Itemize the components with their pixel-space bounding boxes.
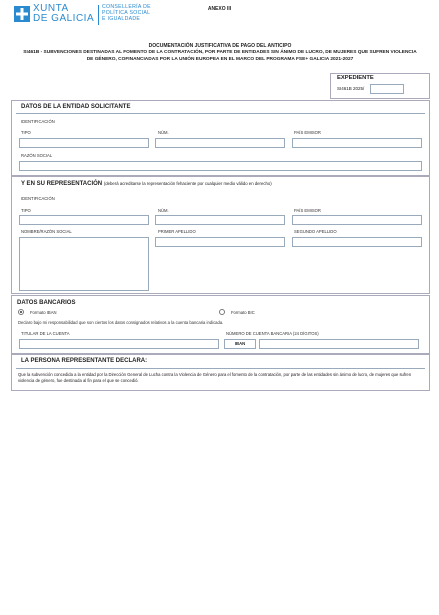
department-name: CONSELLERÍA DE POLÍTICA SOCIAL E IGUALDADE xyxy=(102,4,151,23)
rep-tipo-input[interactable] xyxy=(19,215,149,225)
representative-title-text: Y EN SU REPRESENTACIÓN xyxy=(21,181,103,187)
bank-section xyxy=(11,295,430,354)
rep-apellido2-label: SEGUNDO APELLIDO xyxy=(294,229,337,234)
rep-nombre-input[interactable] xyxy=(19,237,149,291)
document-subtitle: SI461B - SUBVENCIONES DESTINADAS AL FOMENTO DE LA CONTRATACIÓN, POR PARTE DE ENTIDADES SIN ÁNIMO DE LUCRO, DE MUJERES QUE SUFREN VIOLENCIA DE GÉNERO, COFINANCIADAS POR LA UNIÓN EUROPEA EN EL MARCO DEL PROGRAMA FSE+ GALICIA 2021-2027 xyxy=(23,50,417,62)
account-number-input[interactable] xyxy=(259,339,419,349)
expediente-input[interactable] xyxy=(370,84,404,94)
bic-format-radio[interactable] xyxy=(219,309,225,315)
document-title: DOCUMENTACIÓN JUSTIFICATIVA DE PAGO DEL ANTICIPO xyxy=(148,43,292,49)
entity-num-label: NÚM. xyxy=(158,130,169,135)
rep-pais-label: PAÍS EMISOR xyxy=(294,208,321,213)
bank-section-title: DATOS BANCARIOS xyxy=(17,300,76,306)
rep-num-label: NÚM. xyxy=(158,208,169,213)
declaration-section xyxy=(11,354,430,391)
entity-pais-input[interactable] xyxy=(292,138,422,148)
representative-note: (deberá acreditarse la representación fehaciente por cualquier medio válido en derecho) xyxy=(103,181,272,186)
entity-tipo-input[interactable] xyxy=(19,138,149,148)
account-number-label: NÚMERO DE CUENTA BANCARIA (24 DÍGITOS) xyxy=(226,331,319,336)
entity-tipo-label: TIPO xyxy=(21,130,31,135)
section-divider xyxy=(16,113,425,114)
rep-apellido1-label: PRIMER APELLIDO xyxy=(158,229,196,234)
rep-tipo-label: TIPO xyxy=(21,208,31,213)
rep-identification-label: IDENTIFICACIÓN xyxy=(21,196,55,201)
expediente-label: EXPEDIENTE xyxy=(337,75,374,81)
entity-razon-label: RAZÓN SOCIAL xyxy=(21,153,53,158)
bic-format-label: Formato BIC xyxy=(231,310,255,315)
entity-num-input[interactable] xyxy=(155,138,285,148)
expediente-code: SI461B 2025/ xyxy=(337,86,365,91)
entity-section xyxy=(11,100,430,176)
declaration-section-title: LA PERSONA REPRESENTANTE DECLARA: xyxy=(21,358,148,364)
declaration-text: Que la subvención concedida a la entidad por la Dirección General de Lucha contra la Violencia de Género para el fomento de la contratación, por parte de las entidades sin ánimo de lucro, de mujeres que sufren violencia de género, fue destinada al fin para el que se concedió. xyxy=(18,372,412,383)
entity-pais-label: PAÍS EMISOR xyxy=(294,130,321,135)
representative-section xyxy=(11,176,430,294)
iban-format-radio[interactable] xyxy=(18,309,24,315)
account-holder-input[interactable] xyxy=(19,339,219,349)
account-holder-label: TITULAR DE LA CUENTA xyxy=(21,331,70,336)
representative-section-title xyxy=(21,181,272,187)
annex-label: ANEXO III xyxy=(207,6,232,12)
rep-apellido2-input[interactable] xyxy=(292,237,422,247)
entity-section-title: DATOS DE LA ENTIDAD SOLICITANTE xyxy=(21,104,131,110)
brand-name: XUNTA DE GALICIA xyxy=(33,3,95,24)
bank-declaration: Declaro bajo mi responsabilidad que son ciertos los datos consignados relativos a la cuenta bancaria indicada. xyxy=(18,320,224,325)
section-divider xyxy=(16,368,425,369)
iban-prefix-label: IBAN xyxy=(224,339,256,349)
entity-razon-input[interactable] xyxy=(19,161,422,171)
rep-num-input[interactable] xyxy=(155,215,285,225)
rep-apellido1-input[interactable] xyxy=(155,237,285,247)
iban-format-label: Formato IBAN xyxy=(30,310,57,315)
entity-identification-label: IDENTIFICACIÓN xyxy=(21,119,55,124)
rep-nombre-label: NOMBRE/RAZÓN SOCIAL xyxy=(21,229,72,234)
rep-pais-input[interactable] xyxy=(292,215,422,225)
